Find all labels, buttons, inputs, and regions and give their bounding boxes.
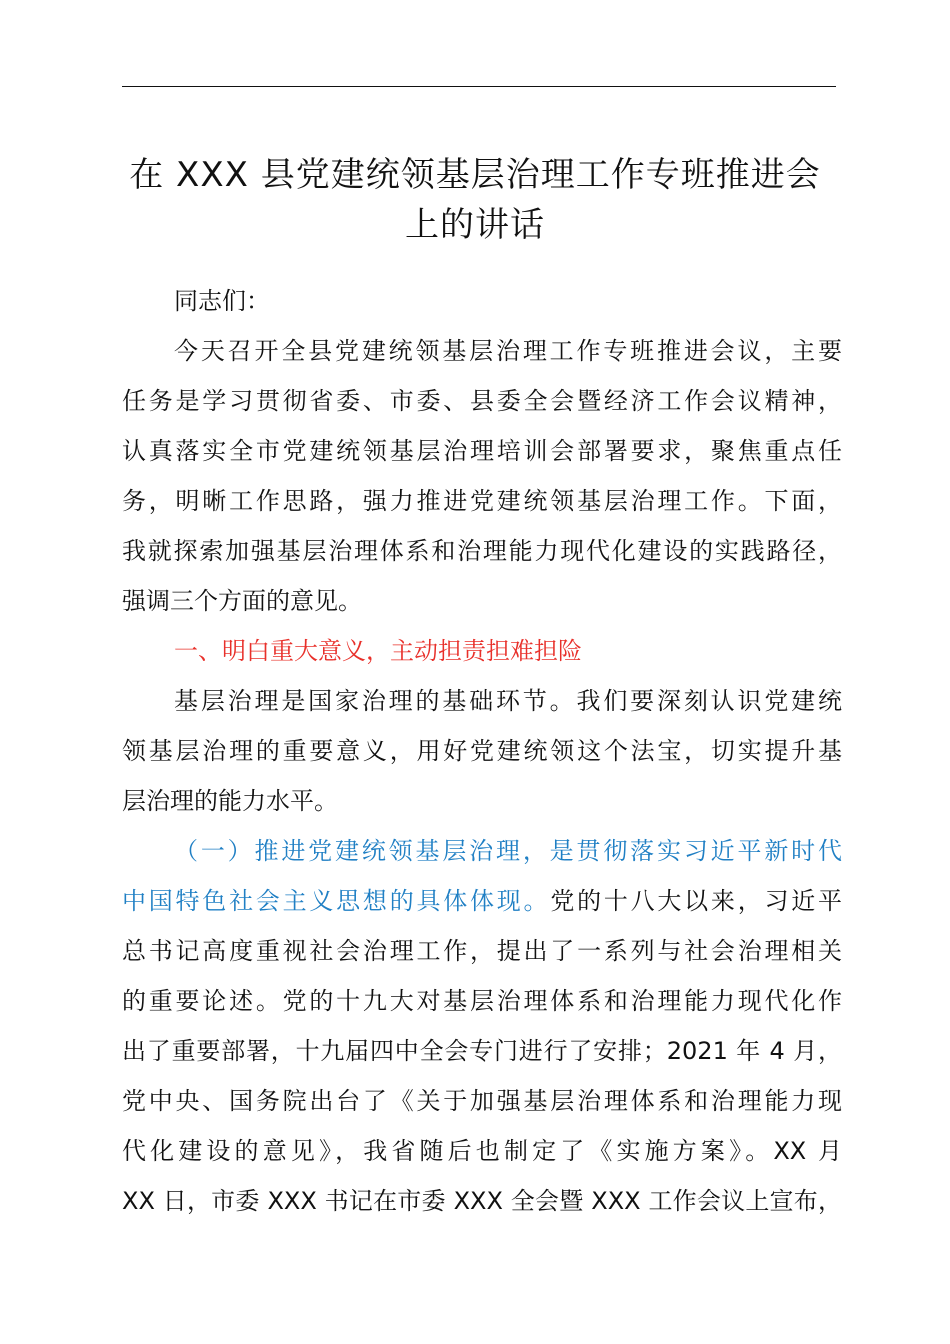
document-title	[110, 150, 840, 250]
header-rule	[122, 86, 836, 87]
section1-line: 层治理的能力水平。	[122, 787, 338, 815]
subsection1-line: 出了重要部署，十九届四中全会专门进行了安排；2021 年 4 月，	[122, 1037, 842, 1065]
intro-line: 我就探索加强基层治理体系和治理能力现代化建设的实践路径，	[122, 537, 842, 565]
intro-line: 今天召开全县党建统领基层治理工作专班推进会议，主要	[174, 337, 842, 365]
section1-line: 领基层治理的重要意义，用好党建统领这个法宝，切实提升基	[122, 737, 842, 765]
subsection1-line: XX 日，市委 XXX 书记在市委 XXX 全会暨 XXX 工作会议上宣布，	[122, 1187, 842, 1215]
subsection1-line-2	[122, 876, 842, 926]
intro-line: 务，明晰工作思路，强力推进党建统领基层治理工作。下面，	[122, 487, 842, 515]
intro-line: 认真落实全市党建统领基层治理培训会部署要求，聚焦重点任	[122, 437, 842, 465]
section1-line: 基层治理是国家治理的基础环节。我们要深刻认识党建统	[174, 687, 842, 715]
subsection-heading-1: （一）推进党建统领基层治理，是贯彻落实习近平新时代	[174, 837, 842, 865]
subsection1-line: 代化建设的意见》，我省随后也制定了《实施方案》。XX 月	[122, 1137, 842, 1165]
subsection1-text: 党的十八大以来，习近平	[550, 887, 843, 915]
section-heading-1: 一、明白重大意义，主动担责担难担险	[174, 637, 582, 665]
subsection1-line: 总书记高度重视社会治理工作，提出了一系列与社会治理相关	[122, 937, 842, 965]
subsection1-line: 的重要论述。党的十九大对基层治理体系和治理能力现代化作	[122, 987, 842, 1015]
subsection-heading-1-cont: 中国特色社会主义思想的具体体现。	[122, 887, 551, 915]
subsection1-line: 党中央、国务院出台了《关于加强基层治理体系和治理能力现	[122, 1087, 842, 1115]
intro-line: 强调三个方面的意见。	[122, 587, 362, 615]
title-line-2: 上的讲话	[405, 205, 545, 245]
document-body	[122, 276, 842, 1226]
title-line-1: 在 XXX 县党建统领基层治理工作专班推进会	[129, 155, 821, 195]
intro-line: 任务是学习贯彻省委、市委、县委全会暨经济工作会议精神，	[122, 387, 842, 415]
salutation: 同志们：	[174, 287, 270, 315]
